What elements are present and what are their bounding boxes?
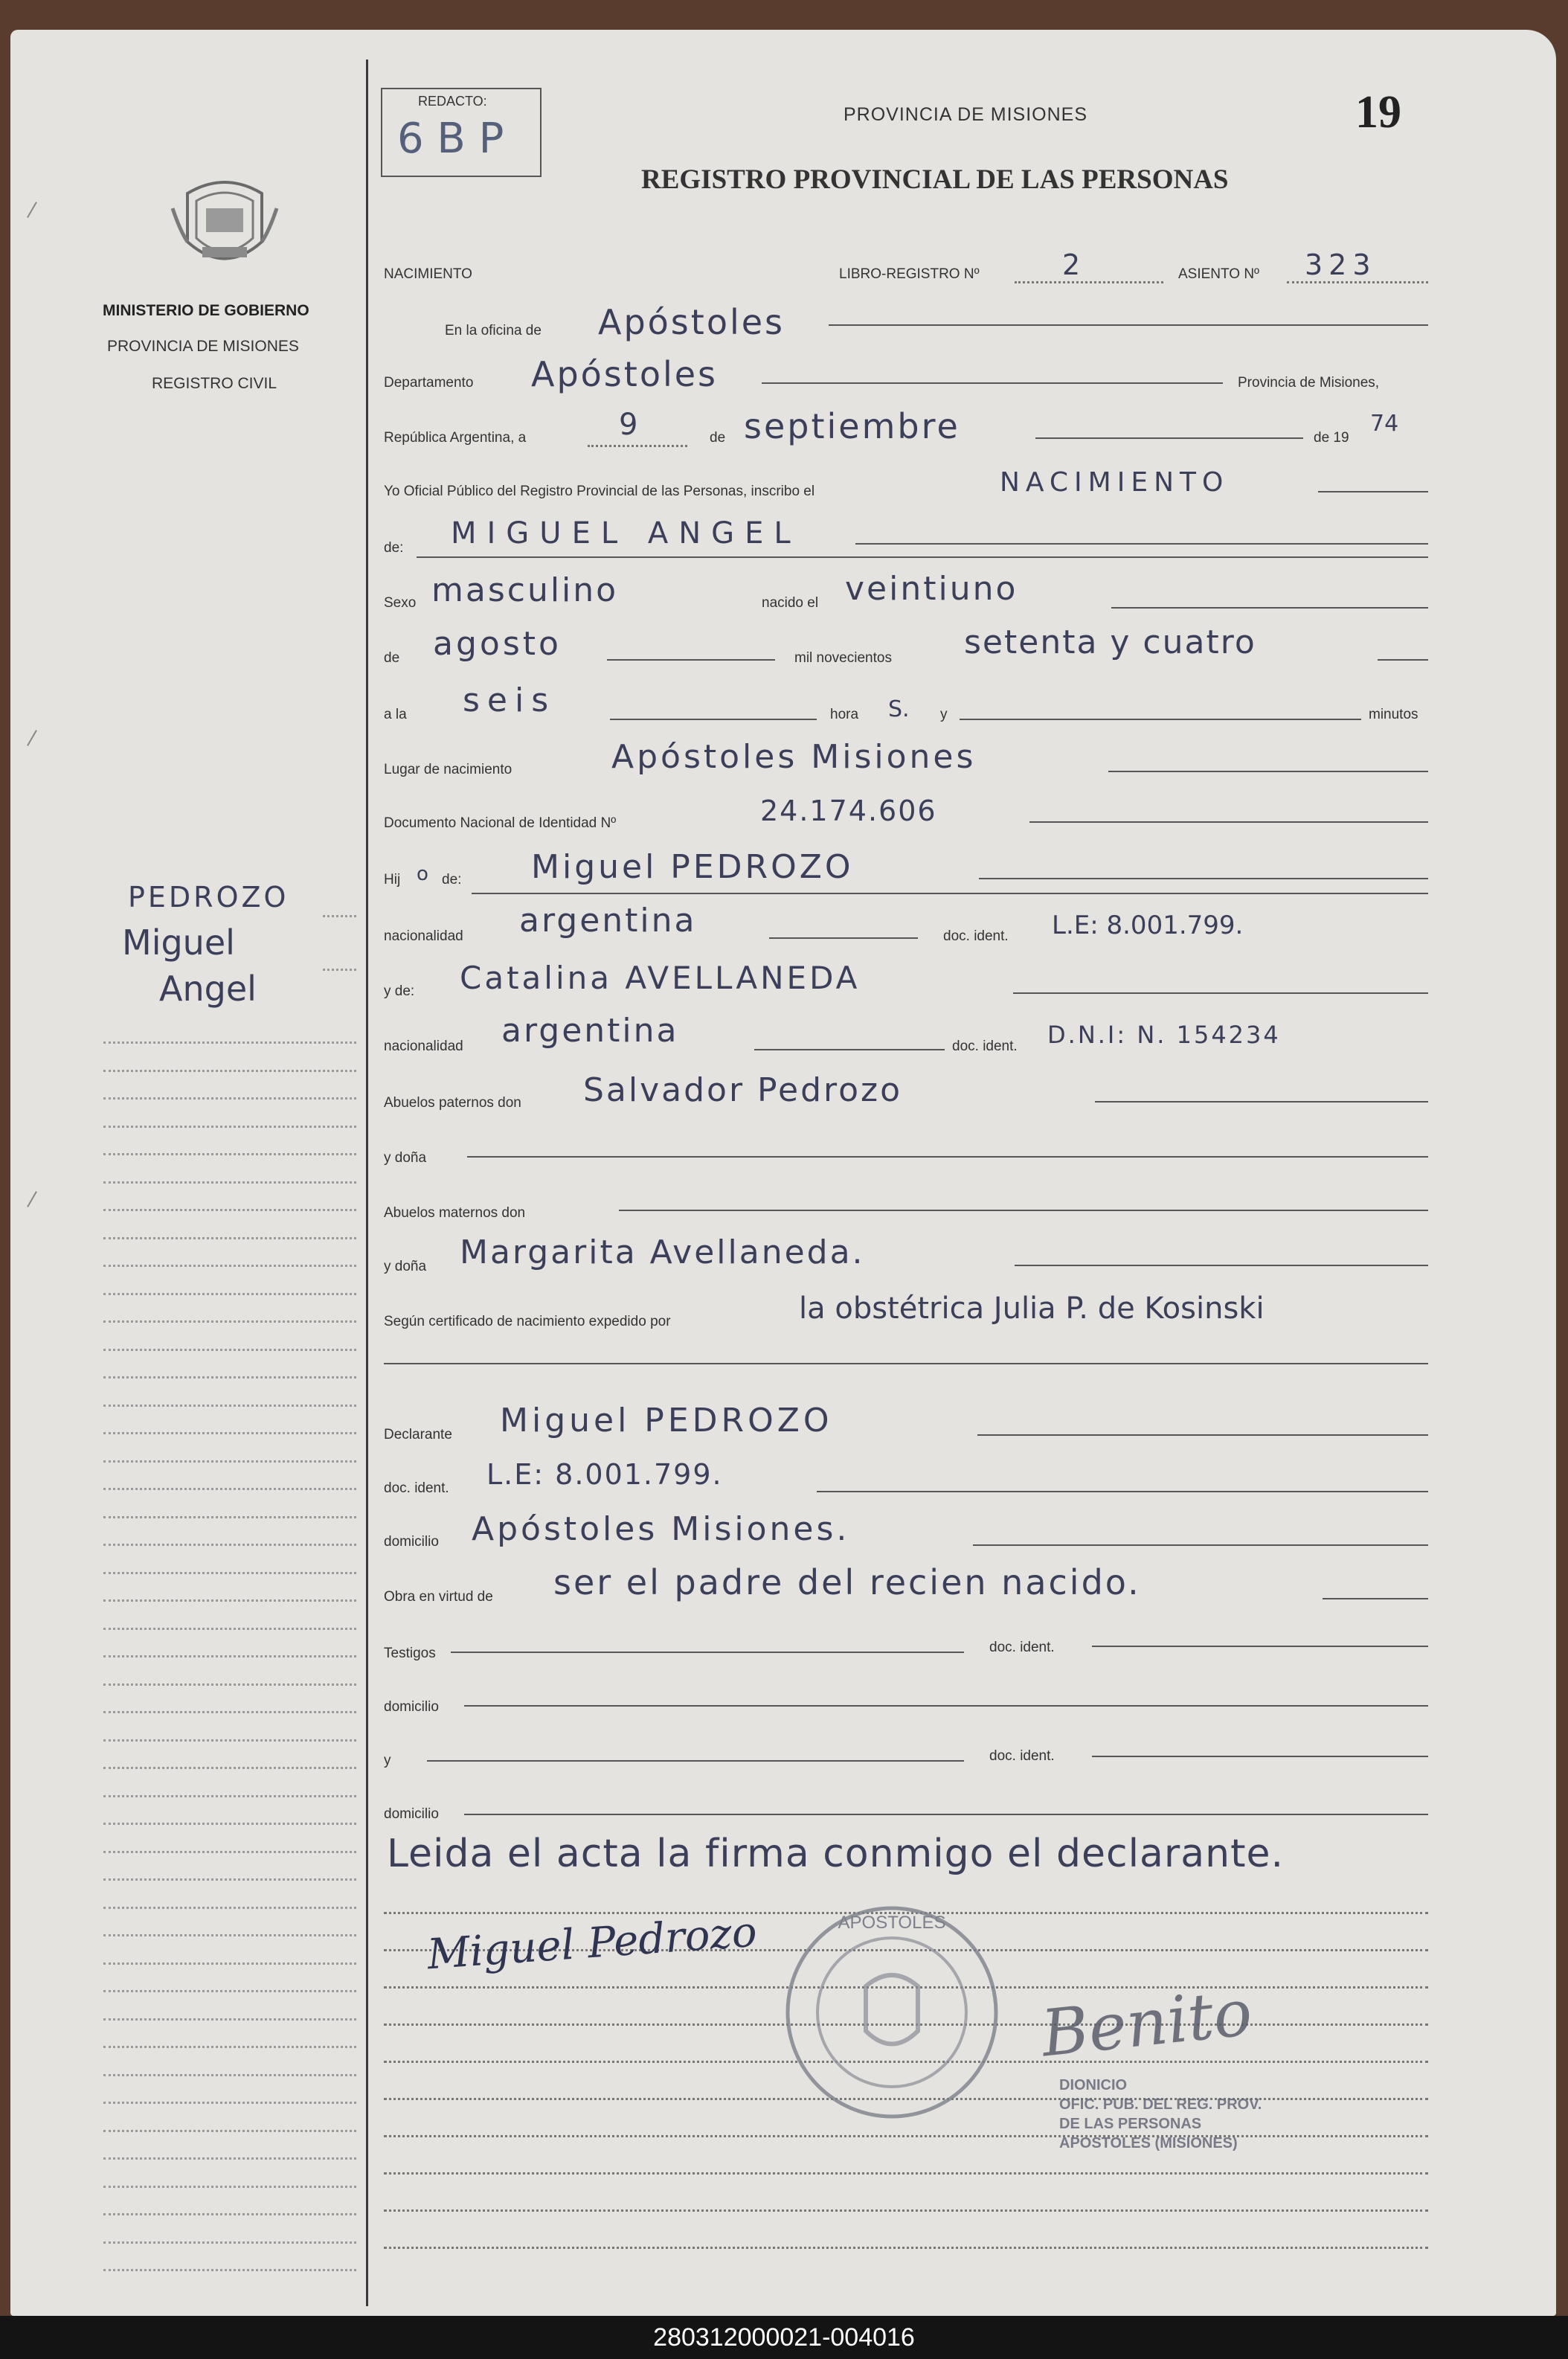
testigos-label: Testigos [384, 1646, 436, 1661]
acto-line [1318, 491, 1428, 492]
sexo-label: Sexo [384, 595, 417, 611]
hijo-label-a: Hij [384, 872, 401, 888]
depto-label: Departamento [384, 375, 474, 391]
ydona2-label: y doña [384, 1259, 427, 1274]
doct2-label: doc. ident. [989, 1748, 1055, 1764]
margin-ruled-line [103, 1934, 356, 1936]
declarante-value: Miguel PEDROZO [500, 1402, 833, 1440]
margin-ruled-line [103, 1042, 356, 1044]
margin-ruled-line [103, 2018, 356, 2021]
padre-underline [472, 893, 1428, 894]
margin-ruled-line [103, 1405, 356, 1407]
margin-ruled-line [103, 1851, 356, 1853]
margin-ruled-line [103, 2157, 356, 2160]
nacimiento-label: NACIMIENTO [384, 266, 472, 282]
abp-label: Abuelos paternos don [384, 1095, 521, 1111]
doct1-line [1092, 1646, 1428, 1647]
declarante-line [977, 1434, 1428, 1436]
dia-value: 9 [619, 408, 638, 442]
redacto-value: 6 B P [397, 115, 504, 163]
margin-ruled-line [103, 1181, 356, 1184]
y-label: y [940, 707, 948, 722]
a-la-label: a la [384, 707, 407, 722]
ministry-label: MINISTERIO DE GOBIERNO [103, 302, 309, 319]
margin-ruled-line [103, 1684, 356, 1686]
abm-label: Abuelos maternos don [384, 1205, 526, 1221]
form-ruled-line [384, 2135, 1428, 2137]
margin-ruled-line [103, 1126, 356, 1128]
yde-label: y de: [384, 983, 415, 999]
nacido-line [1111, 607, 1428, 609]
madre-value: Catalina AVELLANEDA [460, 960, 861, 996]
doc2-label: doc. ident. [952, 1039, 1018, 1054]
de2-label: de [384, 650, 400, 666]
redacto-box [381, 88, 542, 177]
margin-ruled-line [103, 1962, 356, 1965]
asiento-line [1287, 281, 1428, 283]
header-title: REGISTRO PROVINCIAL DE LAS PERSONAS [641, 164, 1229, 195]
republica-label: República Argentina, a [384, 430, 527, 446]
margin-ruled-line [103, 1070, 356, 1072]
margin-ruled-line [103, 1516, 356, 1518]
oficina-label: En la oficina de [445, 323, 542, 338]
padre-line [979, 878, 1428, 879]
margin-ruled-line [103, 1237, 356, 1239]
margin-name-1: Miguel [122, 922, 235, 963]
de-nombre-label: de: [384, 540, 404, 556]
margin-ruled-line [323, 969, 356, 971]
redacto-label: REDACTO: [418, 94, 487, 109]
margin-ruled-line [103, 2130, 356, 2132]
stitch-mark [27, 1191, 37, 1207]
register-page [10, 30, 1556, 2316]
anio-value: 74 [1370, 411, 1399, 437]
obra-line [1323, 1598, 1428, 1599]
abm-line [619, 1210, 1428, 1211]
round-stamp [777, 1897, 1007, 2128]
nacido-label: nacido el [762, 595, 819, 611]
margin-ruled-line [103, 1488, 356, 1490]
declarant-signature: Miguel Pedrozo [425, 1907, 759, 1980]
province-label: PROVINCIA DE MISIONES [107, 338, 299, 355]
cert-label: Según certificado de nacimiento expedido por [384, 1314, 671, 1329]
de-label: de [710, 430, 726, 446]
column-divider [366, 60, 368, 2306]
round-stamp-text: APOSTOLES [838, 1913, 946, 1933]
acto-value: NACIMIENTO [1000, 467, 1230, 498]
domicilio-line [973, 1544, 1428, 1546]
official-stamp-line-2: OFIC. PUB. DEL REG. PROV. [1059, 2096, 1262, 2113]
testigos-line [451, 1652, 964, 1653]
sexo-value: masculino [431, 571, 619, 609]
form-ruled-line [384, 2172, 1428, 2175]
domicilio-label: domicilio [384, 1534, 439, 1550]
doc2-value: D.N.I: N. 154234 [1047, 1021, 1281, 1049]
form-ruled-line [384, 2247, 1428, 2249]
domt1-line [464, 1705, 1428, 1707]
anio-nac-value: setenta y cuatro [964, 623, 1256, 661]
margin-name-2: Angel [159, 969, 257, 1009]
doc1-value: L.E: 8.001.799. [1052, 911, 1244, 940]
registry-label: REGISTRO CIVIL [152, 375, 277, 392]
margin-ruled-line [103, 1544, 356, 1546]
asiento-value: 323 [1305, 248, 1377, 281]
dia-line [588, 445, 687, 447]
anio-label: de 19 [1314, 430, 1349, 446]
dni-label: Documento Nacional de Identidad Nº [384, 815, 617, 831]
obra-label: Obra en virtud de [384, 1589, 493, 1605]
domt2-label: domicilio [384, 1806, 439, 1822]
yt-line [427, 1760, 964, 1762]
provincia-suffix: Provincia de Misiones, [1238, 375, 1380, 391]
page-number: 19 [1355, 87, 1401, 138]
domt1-label: domicilio [384, 1699, 439, 1715]
doct1-label: doc. ident. [989, 1640, 1055, 1655]
margin-ruled-line [323, 915, 356, 917]
doc1-label: doc. ident. [943, 928, 1009, 944]
hora-line [610, 719, 817, 720]
obra-value: ser el padre del recien nacido. [553, 1562, 1141, 1602]
libro-value: 2 [1062, 248, 1081, 281]
nac2-label: nacionalidad [384, 1039, 463, 1054]
footer-id: 280312000021-004016 [653, 2323, 915, 2352]
official-stamp-line-3: DE LAS PERSONAS [1059, 2116, 1202, 2132]
margin-ruled-line [103, 1990, 356, 1992]
margin-ruled-line [103, 1293, 356, 1295]
abp-value: Salvador Pedrozo [583, 1071, 903, 1109]
margin-surname: PEDROZO [128, 881, 289, 914]
margin-ruled-line [103, 2269, 356, 2271]
docd-line [817, 1491, 1428, 1492]
leida-value: Leida el acta la firma conmigo el declarante. [387, 1832, 1285, 1876]
hora-s-value: S. [888, 696, 910, 722]
lugar-label: Lugar de nacimiento [384, 762, 513, 777]
libro-line [1015, 281, 1163, 283]
domt2-line [464, 1814, 1428, 1815]
official-stamp-line-1: DIONICIO [1059, 2077, 1128, 2093]
nac1-label: nacionalidad [384, 928, 463, 944]
minutos-label: minutos [1369, 707, 1418, 722]
official-signature: Benito [1038, 1975, 1256, 2072]
margin-ruled-line [103, 1878, 356, 1881]
docd-value: L.E: 8.001.799. [486, 1458, 723, 1491]
doct2-line [1092, 1756, 1428, 1757]
minutos-line [960, 719, 1361, 720]
margin-ruled-line [103, 1711, 356, 1713]
hora-value: seis [463, 681, 556, 719]
margin-ruled-line [103, 1153, 356, 1155]
form-ruled-line [384, 2209, 1428, 2212]
margin-ruled-line [103, 1209, 356, 1211]
margin-ruled-line [103, 1795, 356, 1797]
margin-ruled-line [103, 1349, 356, 1351]
oficina-line [829, 324, 1428, 326]
coat-of-arms-icon [165, 164, 284, 283]
nombre-line [855, 543, 1428, 545]
margin-ruled-line [103, 1097, 356, 1100]
margin-ruled-line [103, 1460, 356, 1463]
nacido-value: veintiuno [845, 570, 1018, 608]
nombre-underline [417, 556, 1428, 558]
margin-ruled-line [103, 1907, 356, 1909]
ydona1-label: y doña [384, 1150, 427, 1166]
nac1-value: argentina [519, 902, 697, 940]
margin-ruled-line [103, 1265, 356, 1267]
margin-ruled-line [103, 2241, 356, 2244]
abp-line [1095, 1101, 1428, 1103]
oficial-label: Yo Oficial Público del Registro Provincial de las Personas, inscribo el [384, 484, 815, 499]
margin-ruled-line [103, 1739, 356, 1742]
ydona1-line [467, 1156, 1428, 1158]
margin-ruled-line [103, 1572, 356, 1574]
margin-ruled-line [103, 1320, 356, 1323]
madre-line [1013, 992, 1428, 994]
margin-ruled-line [103, 2046, 356, 2048]
depto-value: Apóstoles [531, 354, 719, 394]
mes-value: septiembre [744, 406, 960, 446]
margin-ruled-line [103, 1628, 356, 1630]
mes-nac-value: agosto [433, 625, 562, 663]
official-stamp-line-4: APOSTOLES (MISIONES) [1059, 2135, 1238, 2151]
lugar-line [1108, 771, 1428, 772]
abm-dona-value: Margarita Avellaneda. [460, 1233, 865, 1271]
nac1-line [769, 937, 918, 939]
mes-line [1035, 437, 1303, 439]
official-stamp [1059, 2076, 1262, 2153]
anio-nac-line [1378, 659, 1428, 661]
margin-ruled-line [103, 2186, 356, 2188]
dni-value: 24.174.606 [760, 795, 937, 827]
stitch-mark [27, 202, 37, 218]
declarante-label: Declarante [384, 1427, 452, 1442]
header-province: PROVINCIA DE MISIONES [844, 104, 1088, 125]
hijo-label-b: de: [442, 872, 462, 888]
stitch-mark [27, 730, 37, 746]
margin-ruled-line [103, 1655, 356, 1657]
margin-ruled-line [103, 1376, 356, 1379]
lugar-value: Apóstoles Misiones [611, 738, 977, 776]
abm-dona-line [1015, 1265, 1428, 1266]
nombre-value: MIGUEL ANGEL [451, 516, 801, 551]
margin-ruled-line [103, 2102, 356, 2104]
nac2-line [754, 1049, 945, 1050]
margin-ruled-line [103, 1823, 356, 1825]
oficina-value: Apóstoles [598, 302, 785, 342]
depto-line [762, 382, 1223, 384]
domicilio-value: Apóstoles Misiones. [472, 1510, 850, 1548]
hijo-value: o [417, 863, 428, 885]
docd-label: doc. ident. [384, 1480, 449, 1496]
padre-value: Miguel PEDROZO [531, 848, 854, 886]
hora-label: hora [830, 707, 859, 722]
margin-ruled-line [103, 2074, 356, 2076]
margin-ruled-line [103, 1767, 356, 1769]
nac2-value: argentina [501, 1012, 679, 1050]
asiento-label: ASIENTO Nº [1178, 266, 1259, 282]
margin-ruled-line [103, 1599, 356, 1602]
mil-label: mil novecientos [794, 650, 892, 666]
cert-value: la obstétrica Julia P. de Kosinski [799, 1291, 1265, 1326]
libro-label: LIBRO-REGISTRO Nº [839, 266, 980, 282]
margin-ruled-line [103, 2213, 356, 2215]
dni-line [1029, 821, 1428, 823]
cert-line-2 [384, 1363, 1428, 1364]
footer-id-bar [0, 2316, 1568, 2359]
margin-ruled-line [103, 1432, 356, 1434]
mes-nac-line [607, 659, 775, 661]
yt-label: y [384, 1753, 391, 1768]
